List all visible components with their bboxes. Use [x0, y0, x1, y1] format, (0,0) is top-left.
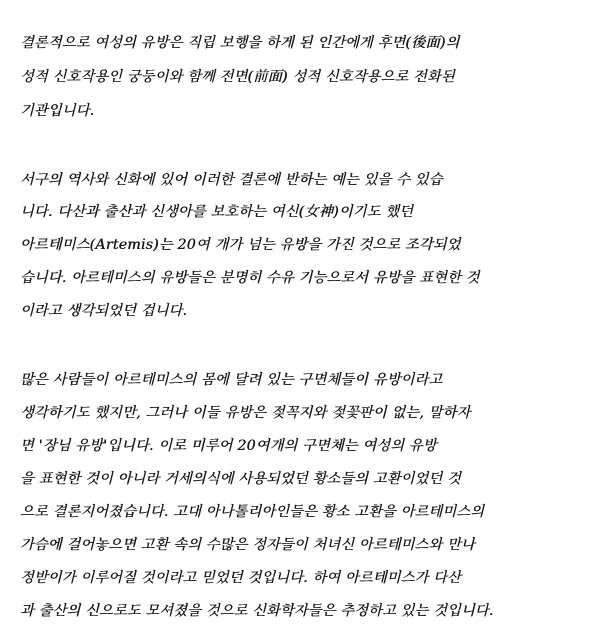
text-line: 가슴에 걸어놓으면 고환 속의 수많은 정자들이 처녀신 아르테미스와 만나 — [20, 537, 475, 553]
text-line: 이라고 생각되었던 겁니다. — [20, 303, 188, 319]
text-line: 을 표현한 것이 아니라 거세의식에 사용되었던 황소들의 고환이었던 것 — [20, 471, 461, 487]
text-line: 면 '장님 유방'입니다. 이로 미루어 20여개의 구면체는 여성의 유방 — [20, 438, 437, 454]
text-line: 습니다. 아르테미스의 유방들은 분명히 수유 기능으로서 유방을 표현한 것 — [20, 270, 480, 286]
text-line: 으로 결론지어졌습니다. 고대 아나톨리아인들은 황소 고환을 아르테미스의 — [20, 504, 485, 520]
text-line: 생각하기도 했지만, 그러나 이들 유방은 젖꼭지와 젖꽃판이 없는, 말하자 — [20, 405, 471, 421]
text-line: 과 출산의 신으로도 모셔졌을 것으로 신화학자들은 추정하고 있는 것입니다. — [20, 603, 494, 619]
text-line: 아르테미스(Artemis)는 20여 개가 넘는 유방을 가진 것으로 조각되었 — [20, 237, 461, 253]
text-line: 니다. 다산과 출산과 신생아를 보호하는 여신(女神)이기도 했던 — [20, 204, 414, 220]
text-line: 서구의 역사와 신화에 있어 이러한 결론에 반하는 예는 있을 수 있습 — [20, 172, 443, 188]
text-line: 결론적으로 여성의 유방은 직립 보행을 하게 된 인간에게 후면(後面)의 — [20, 35, 460, 51]
text-line: 기관입니다. — [20, 103, 95, 119]
text-line: 성적 신호작용인 궁둥이와 함께 전면(前面) 성적 신호작용으로 전화된 — [20, 69, 455, 85]
text-line: 정받이가 이루어질 것이라고 믿었던 것입니다. 하여 아르테미스가 다산 — [20, 570, 461, 586]
text-line: 많은 사람들이 아르테미스의 몸에 달려 있는 구면체들이 유방이라고 — [20, 372, 443, 388]
